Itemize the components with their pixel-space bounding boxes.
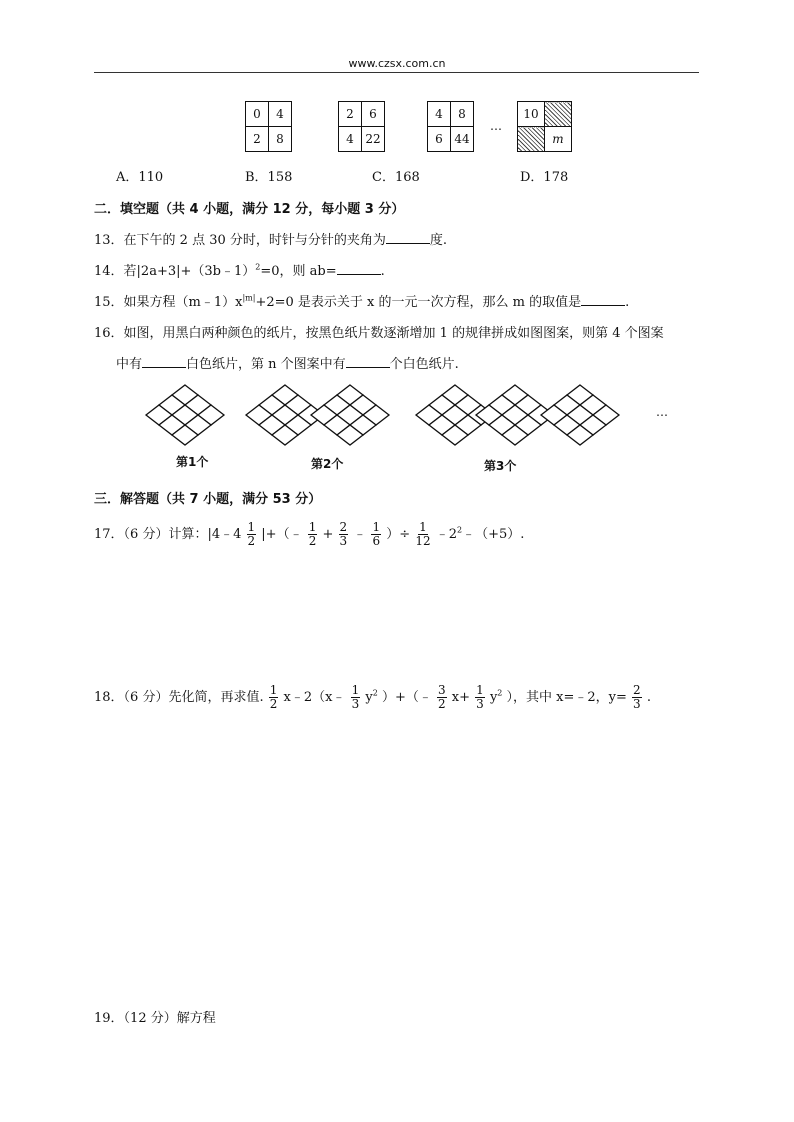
header-rule [94,72,699,73]
q16-text-a: 中有 [116,357,143,372]
choice-b: B．158 [245,170,293,185]
figure-label-1: 第1个 [176,455,209,469]
grid-cell: 2 [339,102,362,127]
grid-cell: 6 [428,127,451,152]
q18-text: y [489,690,498,705]
figure-label-2: 第2个 [311,457,344,471]
denominator: 2 [308,534,317,548]
figure-ellipsis: … [656,405,668,419]
denominator: 6 [372,534,381,548]
question-17 [94,521,524,548]
question-19: 19．（12 分）解方程 [94,1011,216,1026]
grid-cell: m [545,127,572,152]
q17-text: 17．（6 分）计算：|4﹣4 [94,527,242,542]
fraction [475,684,485,711]
q18-exponent: 2 [372,688,378,698]
q17-text: ﹣（+5）. [462,527,525,542]
choice-a: A．110 [116,170,164,185]
q17-text: + [322,527,334,542]
diamond-pattern-figure [140,380,680,450]
denominator: 2 [438,697,446,711]
grid-cell: 4 [269,102,292,127]
q18-text: x﹣2（x﹣ [283,690,346,705]
answer-blank [386,231,430,244]
fraction [269,684,279,711]
grid-cell: 22 [362,127,385,152]
denominator: 12 [415,534,431,548]
hatched-cell [545,102,572,127]
grid-cell: 6 [362,102,385,127]
fraction [308,521,318,548]
numerator: 1 [247,520,256,534]
q17-text: ）÷ [386,527,411,542]
grid-cell: 4 [339,127,362,152]
q13-tail: 度. [429,233,448,248]
fraction [247,521,257,548]
q17-exponent: 2 [457,525,463,535]
section3-title: 三．解答题（共 7 小题，满分 53 分） [94,492,322,507]
figure-label-3: 第3个 [484,459,517,473]
numerator: 2 [339,520,348,534]
number-grid-2 [338,101,385,152]
question-16-line1: 16．如图，用黑白两种颜色的纸片，按黑色纸片数逐渐增加 1 的规律拼成如图图案，则第 4 个图案 [94,326,664,341]
numerator: 2 [633,683,641,697]
q17-text: ﹣ [353,527,367,542]
number-grid-4 [517,101,572,152]
q14-text: 14．若|2a+3|+（3b﹣1） [94,264,256,279]
answer-blank [581,293,625,306]
numerator: 1 [476,683,484,697]
q15-exponent: |m| [242,293,256,303]
answer-blank [142,355,186,368]
q17-text: |+（﹣ [261,527,303,542]
hatched-cell [518,127,545,152]
numerator: 1 [372,520,381,534]
numerator: 1 [419,520,427,534]
q15-text: 15．如果方程（m﹣1）x [94,295,243,310]
q16-text-b: 白色纸片，第 n 个图案中有 [186,357,346,372]
q14-mid: =0，则 ab= [260,264,337,279]
numerator: 3 [438,683,446,697]
choice-c: C．168 [372,170,420,185]
choice-d: D．178 [520,170,569,185]
denominator: 3 [351,697,360,711]
grid-ellipsis: … [490,119,502,133]
grid-cell: 0 [246,102,269,127]
number-grid-1 [245,101,292,152]
denominator: 3 [339,534,348,548]
q14-exponent: 2 [255,262,261,272]
q18-text: 18．（6 分）先化简，再求值. [94,690,264,705]
grid-cell: 4 [428,102,451,127]
question-13 [94,229,447,248]
q18-text: x+ [451,690,471,705]
fraction [351,684,361,711]
number-grid-3 [427,101,474,152]
fraction [632,684,642,711]
numerator: 1 [269,683,278,697]
q17-text: ﹣2 [435,527,458,542]
question-15 [94,291,629,310]
grid-cell: 2 [246,127,269,152]
fraction [339,521,349,548]
q15-mid: +2=0 是表示关于 x 的一元一次方程，那么 m 的取值是 [255,295,582,310]
q18-text: ）+（﹣ [381,690,432,705]
grid-cell: 8 [451,102,474,127]
grid-cell: 8 [269,127,292,152]
denominator: 2 [269,697,278,711]
answer-blank [346,355,390,368]
q13-text: 13．在下午的 2 点 30 分时，时针与分针的夹角为 [94,233,386,248]
denominator: 3 [633,697,641,711]
q15-tail: . [625,295,630,310]
q18-text: ），其中 x=﹣2，y= [506,690,627,705]
fraction [415,521,430,548]
q18-exponent: 2 [497,688,503,698]
header-url: www.czsx.com.cn [348,57,446,70]
question-18 [94,684,651,711]
grid-cell: 10 [518,102,545,127]
q18-text: . [646,690,651,705]
denominator: 2 [247,534,256,548]
denominator: 3 [476,697,484,711]
q18-text: y [365,690,373,705]
numerator: 1 [351,683,360,697]
fraction [371,521,381,548]
section2-title: 二．填空题（共 4 小题，满分 12 分，每小题 3 分） [94,202,405,217]
question-14 [94,260,385,279]
fraction [437,684,447,711]
grid-cell: 44 [451,127,474,152]
q16-text-c: 个白色纸片. [389,357,459,372]
q14-tail: . [380,264,385,279]
numerator: 1 [308,520,317,534]
question-16-line2 [116,353,459,372]
answer-blank [337,262,381,275]
